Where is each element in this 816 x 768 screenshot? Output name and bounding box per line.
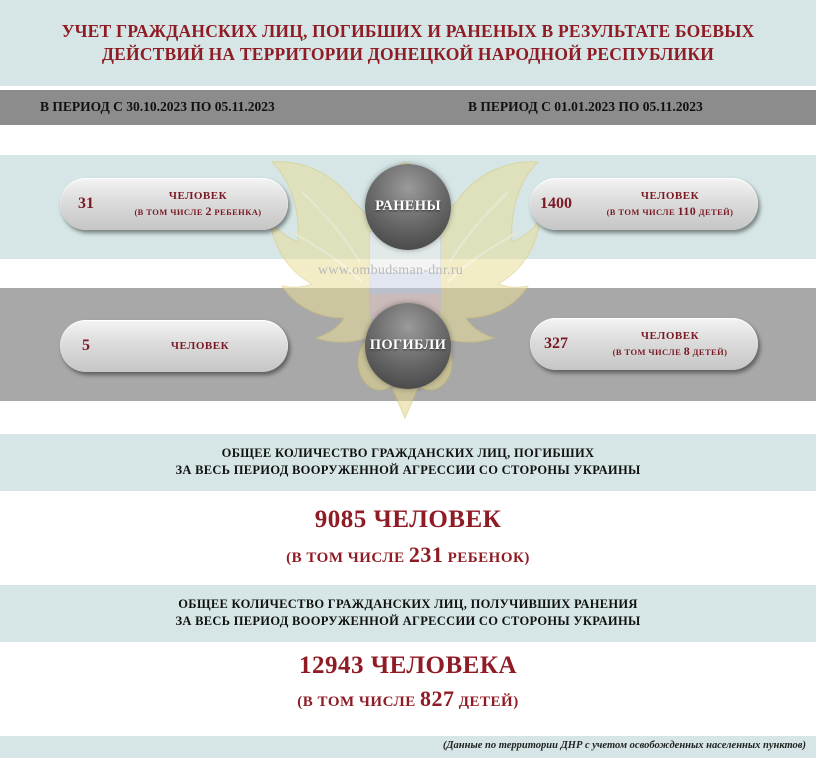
killed-label: ПОГИБЛИ (369, 337, 447, 353)
page-title (0, 20, 816, 66)
total-killed-heading-line-1: ОБЩЕЕ КОЛИЧЕСТВО ГРАЖДАНСКИХ ЛИЦ, ПОГИБШИХ (221, 446, 595, 460)
total-wounded-heading-line-2: ЗА ВЕСЬ ПЕРИОД ВООРУЖЕННОЙ АГРЕССИИ СО СТОРОНЫ УКРАИНЫ (175, 614, 641, 628)
wounded-week-unit: ЧЕЛОВЕК (168, 190, 228, 202)
total-killed-heading-line-2: ЗА ВЕСЬ ПЕРИОД ВООРУЖЕННОЙ АГРЕССИИ СО СТОРОНЫ УКРАИНЫ (175, 463, 641, 477)
total-killed-sub: (В ТОМ ЧИСЛЕ 231 РЕБЕНОК) (286, 542, 530, 567)
wounded-year-text (590, 188, 750, 219)
title-line-2: ДЕЙСТВИЙ НА ТЕРРИТОРИИ ДОНЕЦКОЙ НАРОДНОЙ РЕСПУБЛИКИ (101, 44, 715, 64)
period-year-label: В ПЕРИОД С 01.01.2023 ПО 05.11.2023 (468, 99, 703, 114)
total-wounded-heading (0, 596, 816, 630)
killed-year-number: 327 (544, 335, 568, 352)
wounded-week-pill (60, 178, 288, 230)
killed-week-pill (60, 320, 288, 372)
total-wounded-count: 12943 ЧЕЛОВЕКА (298, 652, 518, 679)
killed-year-sub: (В ТОМ ЧИСЛЕ 8 ДЕТЕЙ) (612, 344, 728, 358)
total-wounded-heading-line-1: ОБЩЕЕ КОЛИЧЕСТВО ГРАЖДАНСКИХ ЛИЦ, ПОЛУЧИВШИХ РАНЕНИЯ (178, 597, 638, 611)
total-killed-count: 9085 ЧЕЛОВЕК (314, 506, 502, 533)
watermark-url: www.ombudsman-dnr.ru (318, 263, 464, 278)
killed-ball (365, 303, 451, 389)
wounded-label: РАНЕНЫ (375, 198, 441, 214)
wounded-ball (365, 164, 451, 250)
footer-note: (Данные по территории ДНР с учетом освобожденных населенных пунктов) (442, 740, 806, 751)
total-wounded-sub: (В ТОМ ЧИСЛЕ 827 ДЕТЕЙ) (297, 686, 519, 711)
wounded-year-pill (530, 178, 758, 230)
period-week-label: В ПЕРИОД С 30.10.2023 ПО 05.11.2023 (40, 99, 275, 114)
title-line-1: УЧЕТ ГРАЖДАНСКИХ ЛИЦ, ПОГИБШИХ И РАНЕНЫХ В РЕЗУЛЬТАТЕ БОЕВЫХ (61, 21, 755, 41)
killed-year-text (590, 328, 750, 359)
wounded-week-text (116, 188, 280, 219)
wounded-week-number: 31 (78, 195, 94, 212)
wounded-week-sub: (В ТОМ ЧИСЛЕ 2 РЕБЕНКА) (134, 204, 262, 218)
killed-week-text (120, 338, 280, 354)
wounded-year-number: 1400 (540, 195, 572, 212)
killed-year-pill (530, 318, 758, 370)
killed-year-unit: ЧЕЛОВЕК (640, 330, 700, 342)
killed-week-number: 5 (82, 337, 90, 354)
total-killed-heading (0, 445, 816, 479)
wounded-year-sub: (В ТОМ ЧИСЛЕ 110 ДЕТЕЙ) (606, 204, 734, 218)
wounded-year-unit: ЧЕЛОВЕК (640, 190, 700, 202)
killed-week-unit: ЧЕЛОВЕК (170, 340, 230, 352)
